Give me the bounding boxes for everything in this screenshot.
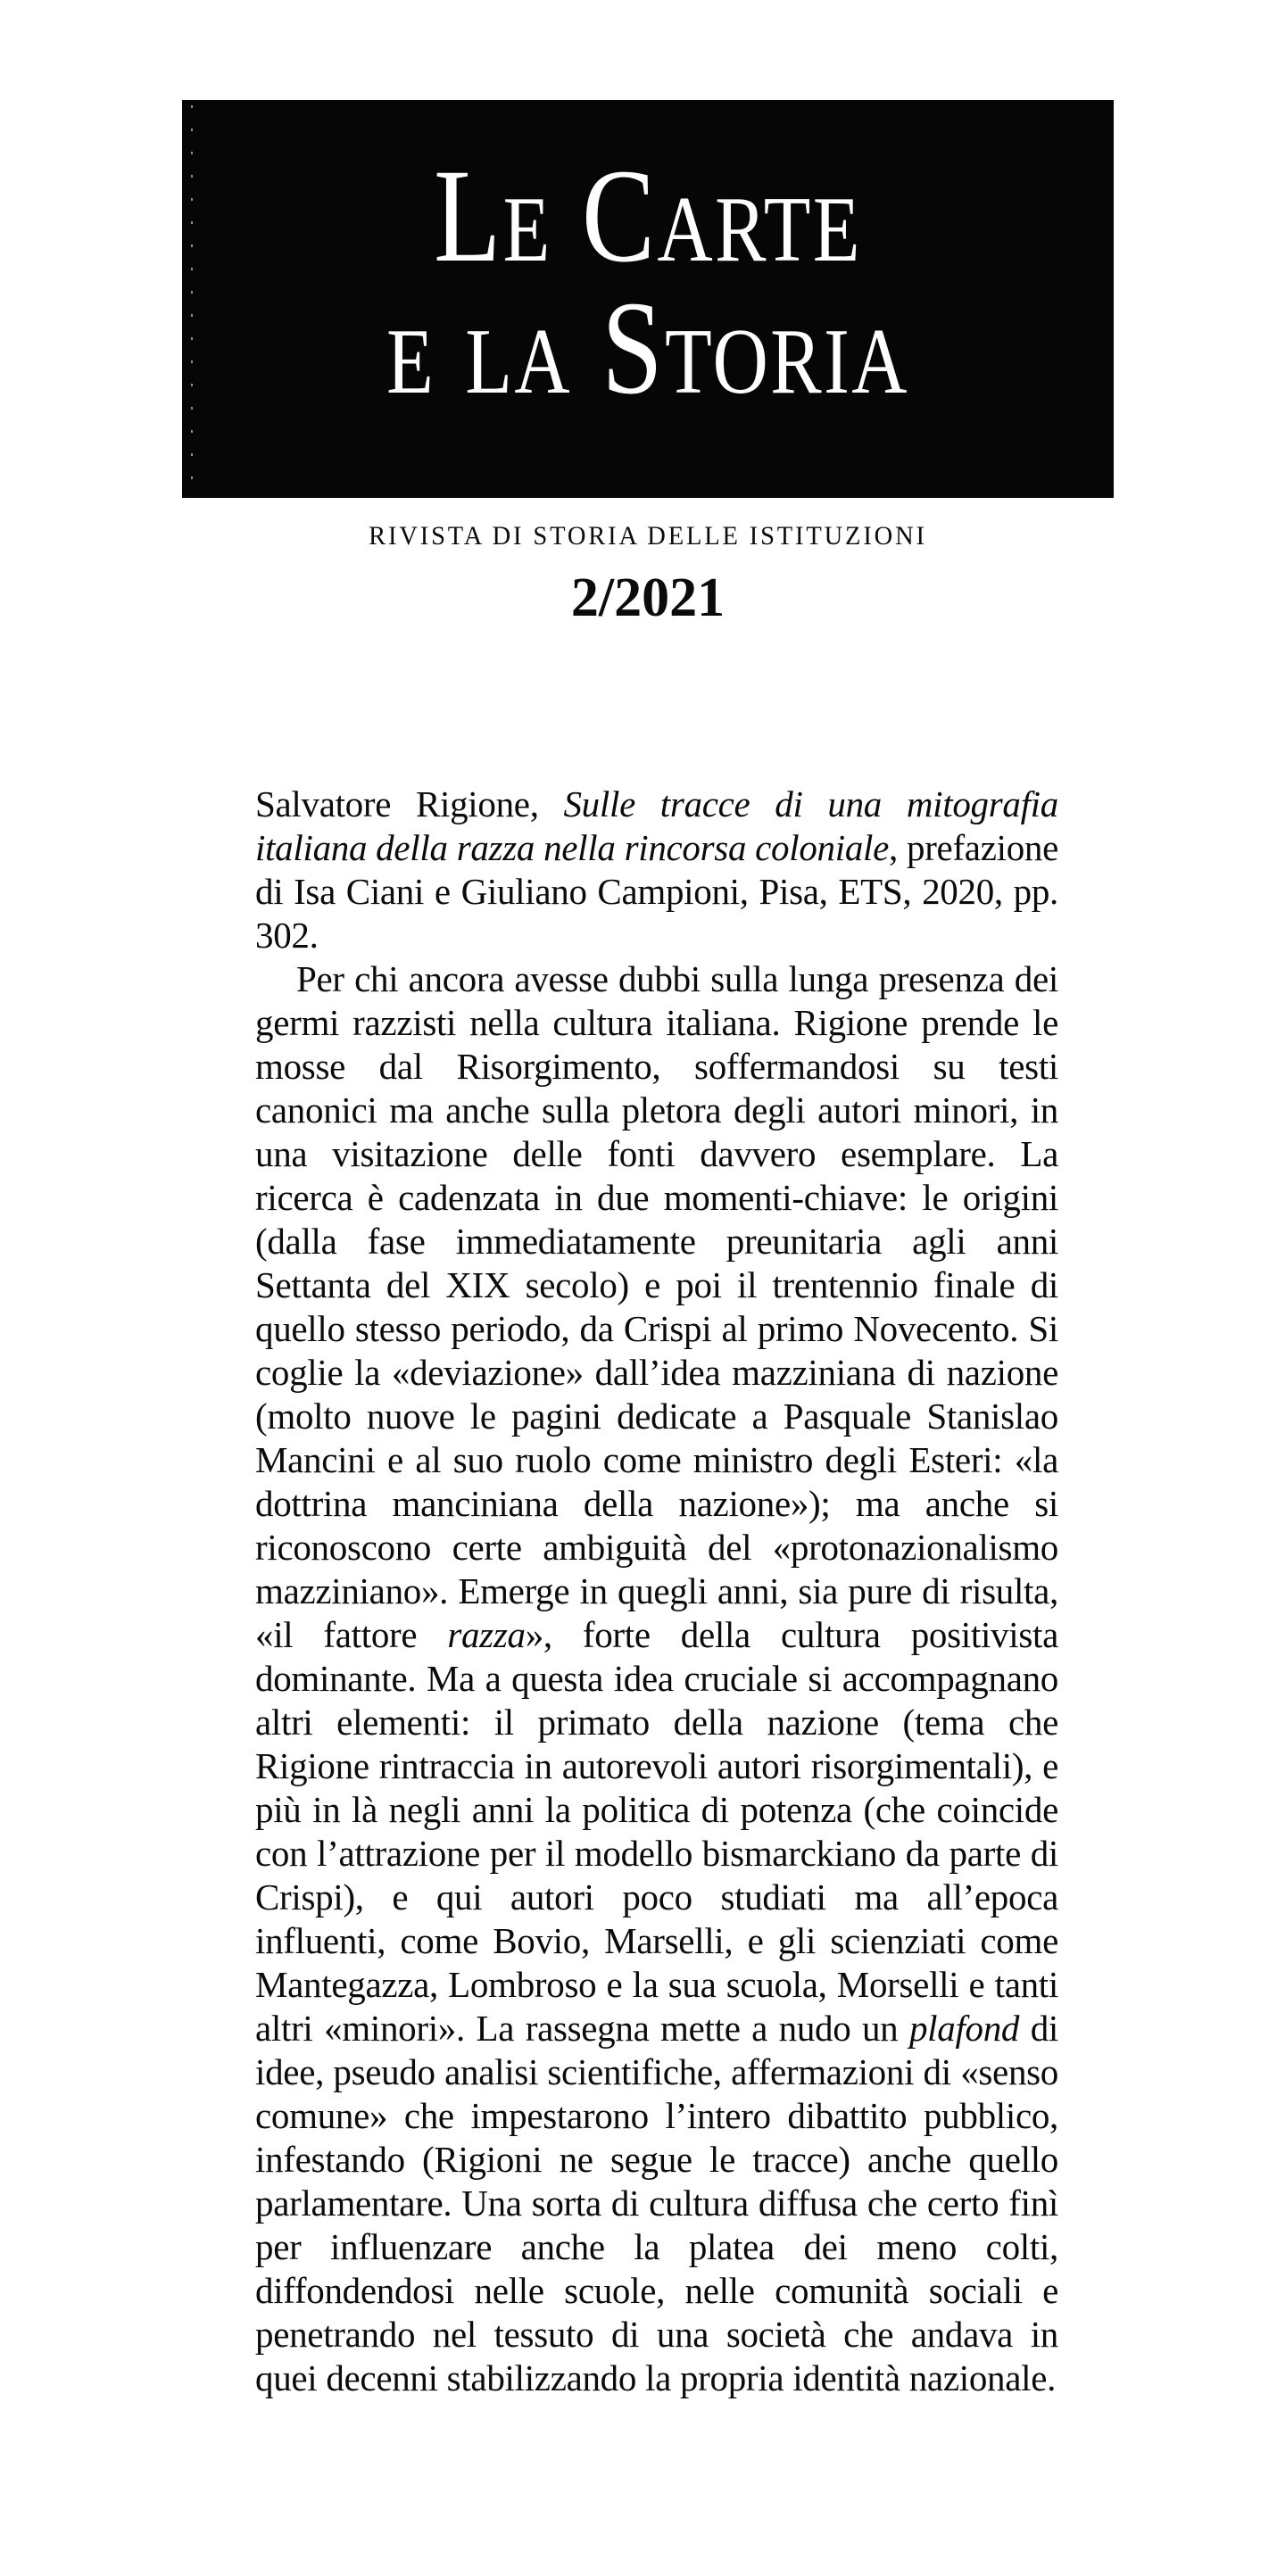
book-citation: Salvatore Rigione, Sulle tracce di una mitografia italiana della razza nella rincorsa coloniale, prefazione di Isa Ciani e Giuliano Campioni, Pisa, ETS, 2020, pp. 302.: [255, 783, 1058, 956]
review-paragraph: Per chi ancora avesse dubbi sulla lunga presenza dei germi razzisti nella cultura italiana. Rigione prende le mosse dal Risorgimento, soffermandosi su testi canonici ma anche sulla pletora degli autori minori, in una visitazione delle fonti davvero esemplare. La ricerca è cadenzata in due momenti-chiave: le origini (dalla fase immediatamente preunitaria agli anni Settanta del XIX secolo) e poi il trentennio finale di quello stesso periodo, da Crispi al primo Novecento. Si coglie la «deviazione» dall’idea mazziniana di nazione (molto nuove le pagini dedicate a Pasquale Stanislao Mancini e al suo ruolo come ministro degli Esteri: «la dottrina manciniana della nazione»); ma anche si riconoscono certe ambiguità del «protonazionalismo mazziniano». Emerge in quegli anni, sia pure di risulta, «il fattore razza», forte della cultura positivista dominante. Ma a questa idea cruciale si accompagnano altri elementi: il primato della nazione (tema che Rigione rintraccia in autorevoli autori risorgimentali), e più in là negli anni la politica di potenza (che coincide con l’attrazione per il modello bismarckiano da parte di Crispi), e qui autori poco studiati ma all’epoca influenti, come Bovio, Marselli, e gli scienziati come Mantegazza, Lombroso e la sua scuola, Morselli e tanti altri «minori». La rassegna mette a nudo un plafond di idee, pseudo analisi scientifiche, affermazioni di «senso comune» che impestarono l’intero dibattito pubblico, infestando (Rigioni ne segue le tracce) anche quello parlamentare. Una sorta di cultura diffusa che certo finì per influenzare anche la platea dei meno colti, diffondendosi nelle scuole, nelle comunità sociali e penetrando nel tessuto di una società che andava in quei decenni stabilizzando la propria identità nazionale.: [255, 958, 1058, 2398]
journal-issue-number: 2/2021: [570, 567, 726, 628]
book-review-text: [255, 783, 1058, 2400]
journal-title-line2: e la Storia: [386, 274, 909, 422]
journal-masthead: [182, 100, 1114, 498]
journal-title-line1: Le Carte: [434, 142, 862, 290]
journal-subtitle: RIVISTA DI STORIA DELLE ISTITUZIONI: [369, 521, 927, 551]
